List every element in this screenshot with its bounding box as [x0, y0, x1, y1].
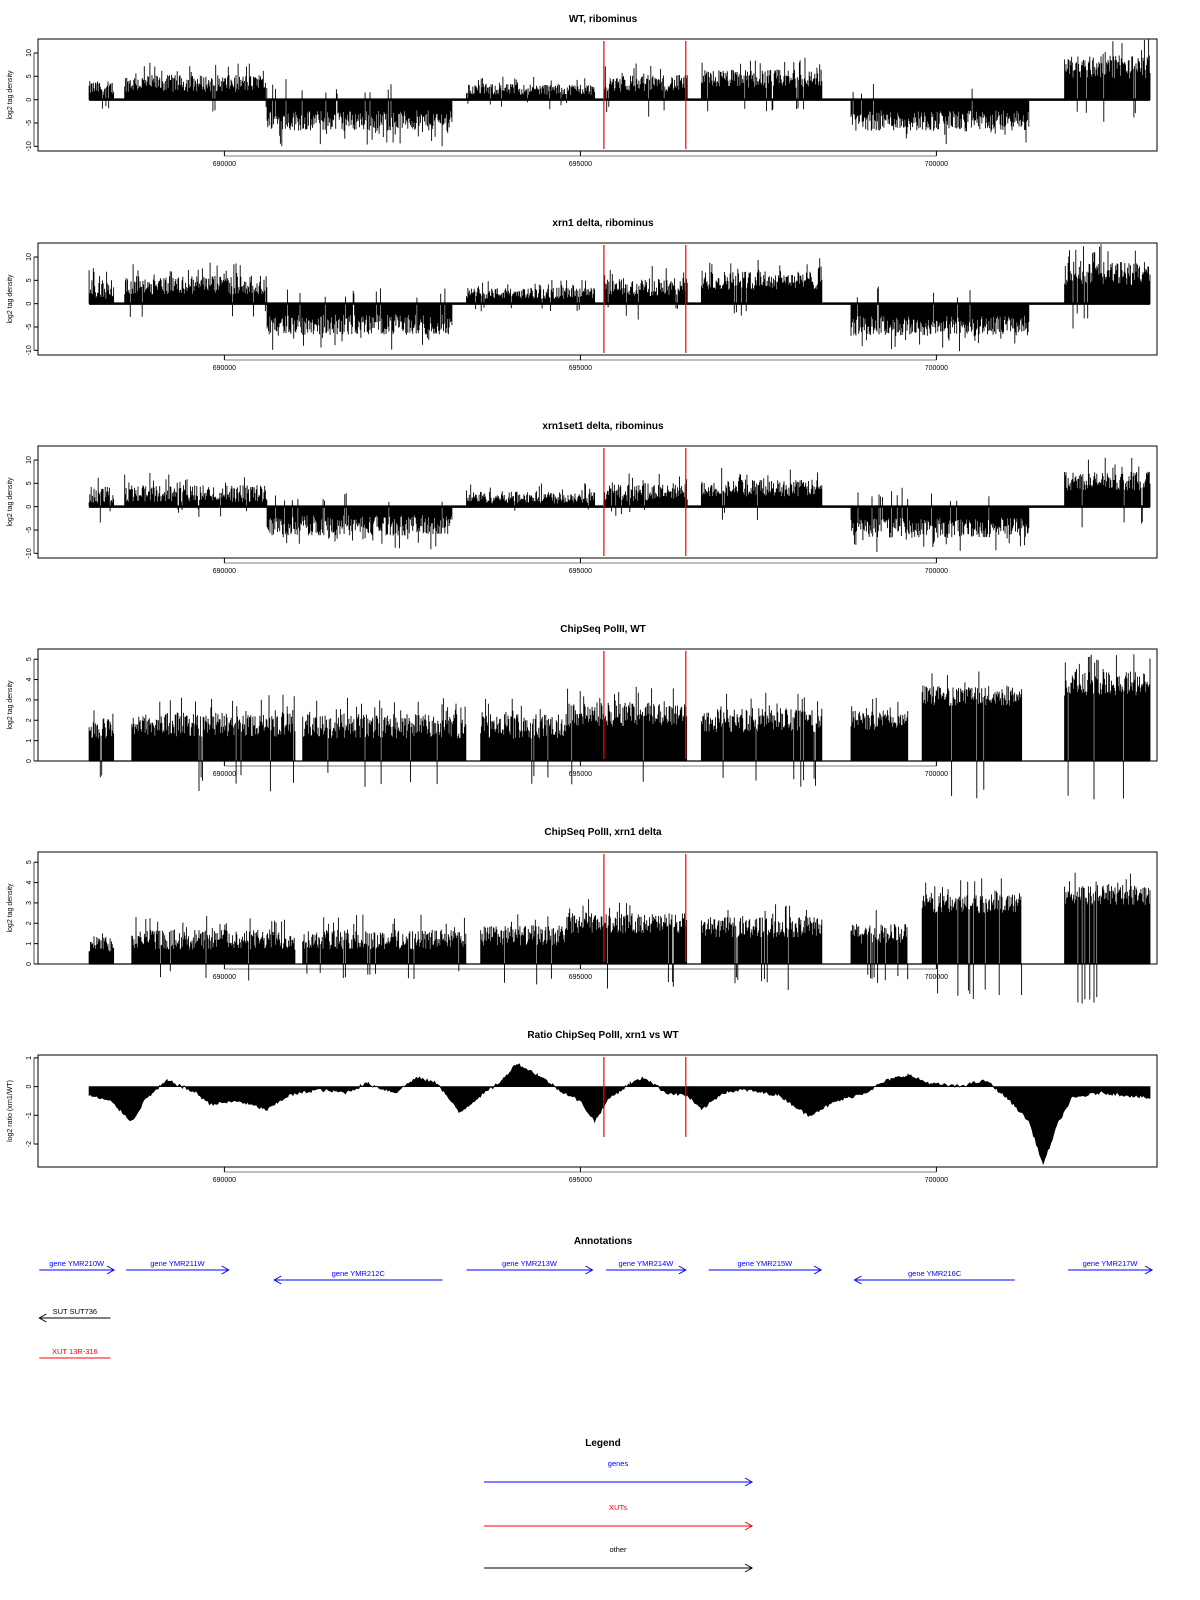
- panel-title: Ratio ChipSeq PolII, xrn1 vs WT: [527, 1030, 679, 1041]
- density-bars: [89, 873, 1150, 1004]
- panel-title: WT, ribominus: [568, 14, 638, 25]
- x-tick-label: 695000: [568, 365, 593, 372]
- y-tick-label: 0: [26, 301, 33, 306]
- y-tick-label: 4: [26, 880, 33, 885]
- x-tick-label: 690000: [212, 1177, 237, 1184]
- x-tick-label: 690000: [212, 771, 237, 778]
- y-axis-label: log2 tag density: [7, 680, 14, 730]
- y-tick-label: 0: [26, 962, 33, 966]
- x-tick-label: 700000: [924, 771, 949, 778]
- feature-label: SUT SUT736: [52, 1307, 98, 1316]
- y-tick-label: 0: [26, 759, 33, 763]
- y-tick-label: 5: [26, 657, 33, 662]
- y-tick-label: 10: [26, 456, 33, 464]
- y-tick-label: 0: [26, 97, 33, 102]
- y-tick-label: -10: [26, 141, 33, 152]
- legend-item: [484, 1459, 752, 1486]
- legend-item: [484, 1545, 752, 1572]
- chart-panels: [7, 14, 1157, 1184]
- legend-items: [484, 1459, 752, 1572]
- y-tick-label: -2: [26, 1140, 33, 1148]
- panel-title: xrn1 delta, ribominus: [552, 218, 654, 229]
- x-tick-label: 695000: [568, 771, 593, 778]
- annotation-feature: [606, 1259, 686, 1274]
- chart-panel-6: [7, 1030, 1157, 1184]
- y-axis-label: log2 ratio (xrn1/WT): [7, 1080, 14, 1142]
- feature-label: gene YMR211W: [150, 1259, 205, 1268]
- y-tick-label: 5: [26, 278, 33, 283]
- annotation-feature: [855, 1269, 1015, 1284]
- x-tick-label: 700000: [924, 1177, 949, 1184]
- x-tick-label: 700000: [924, 365, 949, 372]
- feature-label: gene YMR214W: [618, 1259, 674, 1268]
- feature-label: gene YMR213W: [502, 1259, 557, 1268]
- x-tick-label: 695000: [568, 161, 593, 168]
- chart-panel-1: [7, 14, 1157, 168]
- annotation-feature: [39, 1259, 114, 1274]
- y-tick-label: -10: [26, 548, 33, 559]
- y-tick-label: -5: [26, 119, 33, 127]
- chart-panel-5: [7, 827, 1157, 1004]
- x-tick-label: 690000: [212, 568, 237, 575]
- feature-label: gene YMR217W: [1082, 1259, 1138, 1268]
- legend-label: genes: [607, 1459, 629, 1468]
- y-tick-label: 5: [26, 481, 33, 486]
- x-tick-label: 690000: [212, 974, 237, 981]
- density-bars: [89, 458, 1150, 552]
- x-tick-label: 690000: [212, 161, 237, 168]
- legend: [484, 1438, 752, 1572]
- density-bars: [89, 654, 1150, 799]
- y-tick-label: 3: [26, 900, 33, 905]
- y-tick-label: -5: [26, 323, 33, 331]
- ratio-area: [89, 1064, 1150, 1164]
- y-tick-label: 3: [26, 697, 33, 702]
- y-tick-label: 2: [26, 921, 33, 926]
- y-tick-label: 5: [26, 860, 33, 865]
- chart-panel-2: [7, 218, 1157, 372]
- x-tick-label: 690000: [212, 365, 237, 372]
- annotation-features: [39, 1259, 1152, 1358]
- legend-title: Legend: [585, 1438, 621, 1449]
- x-tick-label: 695000: [568, 974, 593, 981]
- y-tick-label: 0: [26, 504, 33, 509]
- annotation-feature: [1068, 1259, 1152, 1274]
- panel-title: xrn1set1 delta, ribominus: [542, 421, 664, 432]
- x-tick-label: 700000: [924, 974, 949, 981]
- y-tick-label: 0: [26, 1084, 33, 1089]
- annotation-feature: [39, 1347, 110, 1358]
- density-bars: [89, 244, 1150, 351]
- feature-label: gene YMR210W: [49, 1259, 105, 1268]
- y-tick-label: -5: [26, 526, 33, 534]
- y-tick-label: 10: [26, 49, 33, 57]
- y-tick-label: 10: [26, 253, 33, 261]
- chart-panel-3: [7, 421, 1157, 575]
- legend-item: [484, 1503, 752, 1530]
- feature-label: gene YMR212C: [331, 1269, 385, 1278]
- annotations-title: Annotations: [573, 1236, 633, 1247]
- panel-title: ChipSeq PolII, WT: [560, 624, 646, 635]
- annotation-feature: [126, 1259, 229, 1274]
- annotation-feature: [274, 1269, 442, 1284]
- chart-panel-4: [7, 624, 1157, 799]
- annotations-panel: [39, 1236, 1152, 1358]
- panel-title: ChipSeq PolII, xrn1 delta: [544, 827, 662, 838]
- y-tick-label: 4: [26, 677, 33, 682]
- x-tick-label: 695000: [568, 1177, 593, 1184]
- x-tick-label: 700000: [924, 161, 949, 168]
- y-tick-label: 5: [26, 74, 33, 79]
- feature-label: gene YMR215W: [737, 1259, 793, 1268]
- y-tick-label: 1: [26, 738, 33, 743]
- density-bars: [89, 39, 1150, 146]
- feature-label: gene YMR216C: [908, 1269, 962, 1278]
- y-tick-label: 1: [26, 941, 33, 946]
- y-tick-label: -10: [26, 345, 33, 356]
- y-axis-label: log2 tag density: [7, 477, 14, 527]
- legend-label: XUTs: [609, 1503, 627, 1512]
- y-axis-label: log2 tag density: [7, 274, 14, 324]
- y-tick-label: 1: [26, 1055, 33, 1060]
- y-tick-label: -1: [26, 1112, 33, 1119]
- y-axis-label: log2 tag density: [7, 883, 14, 933]
- legend-label: other: [609, 1545, 627, 1554]
- annotation-feature: [709, 1259, 821, 1274]
- x-tick-label: 700000: [924, 568, 949, 575]
- y-tick-label: 2: [26, 718, 33, 723]
- y-axis-label: log2 tag density: [7, 70, 14, 120]
- x-tick-label: 695000: [568, 568, 593, 575]
- annotation-feature: [39, 1307, 110, 1322]
- feature-label: XUT 13R-316: [52, 1347, 98, 1356]
- annotation-feature: [466, 1259, 592, 1274]
